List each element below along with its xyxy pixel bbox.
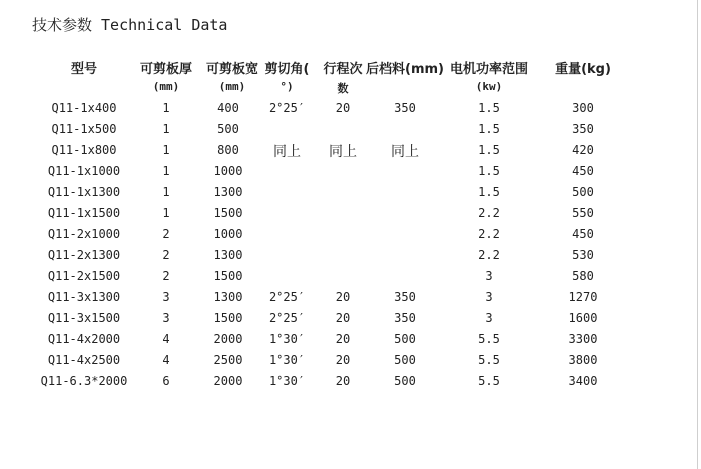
cell-angle: 1°30′ xyxy=(268,353,306,367)
cell-width: 2000 xyxy=(213,332,243,346)
cell-backgauge: 500 xyxy=(394,374,416,388)
cell-width: 1300 xyxy=(213,185,243,199)
cell-model: Q11-6.3*2000 xyxy=(40,374,128,388)
cell-weight: 3400 xyxy=(568,374,598,388)
page-title: 技术参数 Technical Data xyxy=(32,16,228,34)
cell-backgauge: 500 xyxy=(394,332,416,346)
cell-power: 1.5 xyxy=(478,164,500,178)
cell-angle: 1°30′ xyxy=(268,332,306,346)
cell-strokes: 20 xyxy=(335,332,351,346)
header-power: 电机功率范围 xyxy=(449,62,529,77)
cell-thickness: 3 xyxy=(162,290,170,304)
cell-width: 1500 xyxy=(213,269,243,283)
cell-weight: 300 xyxy=(572,101,594,115)
cell-model: Q11-1x500 xyxy=(51,122,117,136)
cell-weight: 350 xyxy=(572,122,594,136)
cell-power: 2.2 xyxy=(478,227,500,241)
cell-model: Q11-2x1300 xyxy=(47,248,121,262)
cell-weight: 1600 xyxy=(568,311,598,325)
cell-power: 5.5 xyxy=(478,332,500,346)
cell-weight: 530 xyxy=(572,248,594,262)
cell-width: 2500 xyxy=(213,353,243,367)
header-width-unit: (mm) xyxy=(218,80,246,93)
cell-backgauge: 350 xyxy=(394,101,416,115)
cell-weight: 1270 xyxy=(568,290,598,304)
right-border-line xyxy=(697,0,698,469)
cell-weight: 450 xyxy=(572,227,594,241)
cell-thickness: 1 xyxy=(162,185,170,199)
cell-power: 2.2 xyxy=(478,248,500,262)
cell-power: 1.5 xyxy=(478,185,500,199)
cell-strokes: 20 xyxy=(335,374,351,388)
cell-power: 5.5 xyxy=(478,374,500,388)
cell-power: 3 xyxy=(485,311,493,325)
cell-width: 1300 xyxy=(213,290,243,304)
cell-angle: 2°25′ xyxy=(268,290,306,304)
cell-thickness: 2 xyxy=(162,248,170,262)
header-angle-unit: °) xyxy=(280,80,294,93)
cell-weight: 3300 xyxy=(568,332,598,346)
cell-weight: 580 xyxy=(572,269,594,283)
cell-weight: 420 xyxy=(572,143,594,157)
cell-width: 1500 xyxy=(213,311,243,325)
cell-backgauge: 350 xyxy=(394,290,416,304)
cell-model: Q11-4x2500 xyxy=(47,353,121,367)
cell-weight: 3800 xyxy=(568,353,598,367)
header-power-unit: (kw) xyxy=(475,80,503,93)
cell-thickness: 4 xyxy=(162,332,170,346)
header-model: 型号 xyxy=(70,62,98,77)
cell-angle: 2°25′ xyxy=(268,101,306,115)
cell-strokes: 同上 xyxy=(329,144,357,160)
cell-width: 1300 xyxy=(213,248,243,262)
cell-model: Q11-3x1500 xyxy=(47,311,121,325)
cell-width: 500 xyxy=(217,122,239,136)
header-thickness-unit: (mm) xyxy=(152,80,180,93)
cell-weight: 450 xyxy=(572,164,594,178)
cell-power: 3 xyxy=(485,269,493,283)
header-backgauge: 后档料(mm) xyxy=(366,62,444,77)
cell-thickness: 1 xyxy=(162,206,170,220)
header-width: 可剪板宽 xyxy=(205,62,259,77)
cell-thickness: 2 xyxy=(162,269,170,283)
cell-strokes: 20 xyxy=(335,101,351,115)
cell-angle: 2°25′ xyxy=(268,311,306,325)
cell-width: 1000 xyxy=(213,227,243,241)
cell-thickness: 1 xyxy=(162,143,170,157)
cell-thickness: 3 xyxy=(162,311,170,325)
cell-weight: 500 xyxy=(572,185,594,199)
cell-width: 1500 xyxy=(213,206,243,220)
cell-model: Q11-1x400 xyxy=(51,101,117,115)
cell-model: Q11-4x2000 xyxy=(47,332,121,346)
cell-width: 1000 xyxy=(213,164,243,178)
cell-power: 5.5 xyxy=(478,353,500,367)
cell-thickness: 4 xyxy=(162,353,170,367)
cell-thickness: 2 xyxy=(162,227,170,241)
header-strokes-unit: 数 xyxy=(337,82,349,95)
cell-backgauge: 350 xyxy=(394,311,416,325)
header-angle: 剪切角( xyxy=(264,62,310,77)
cell-weight: 550 xyxy=(572,206,594,220)
cell-width: 2000 xyxy=(213,374,243,388)
cell-thickness: 1 xyxy=(162,164,170,178)
cell-width: 800 xyxy=(217,143,239,157)
cell-model: Q11-1x1000 xyxy=(47,164,121,178)
cell-power: 3 xyxy=(485,290,493,304)
cell-power: 1.5 xyxy=(478,143,500,157)
cell-power: 2.2 xyxy=(478,206,500,220)
cell-strokes: 20 xyxy=(335,353,351,367)
cell-width: 400 xyxy=(217,101,239,115)
header-weight: 重量(kg) xyxy=(555,62,611,77)
cell-thickness: 6 xyxy=(162,374,170,388)
cell-model: Q11-2x1000 xyxy=(47,227,121,241)
cell-model: Q11-2x1500 xyxy=(47,269,121,283)
cell-angle: 同上 xyxy=(273,144,301,160)
cell-strokes: 20 xyxy=(335,311,351,325)
cell-power: 1.5 xyxy=(478,101,500,115)
cell-model: Q11-1x1300 xyxy=(47,185,121,199)
cell-strokes: 20 xyxy=(335,290,351,304)
cell-thickness: 1 xyxy=(162,122,170,136)
cell-thickness: 1 xyxy=(162,101,170,115)
cell-angle: 1°30′ xyxy=(268,374,306,388)
cell-backgauge: 同上 xyxy=(391,144,419,160)
cell-model: Q11-1x1500 xyxy=(47,206,121,220)
header-thickness: 可剪板厚 xyxy=(139,62,193,77)
cell-model: Q11-3x1300 xyxy=(47,290,121,304)
cell-backgauge: 500 xyxy=(394,353,416,367)
cell-power: 1.5 xyxy=(478,122,500,136)
cell-model: Q11-1x800 xyxy=(51,143,117,157)
header-strokes: 行程次 xyxy=(323,62,363,77)
